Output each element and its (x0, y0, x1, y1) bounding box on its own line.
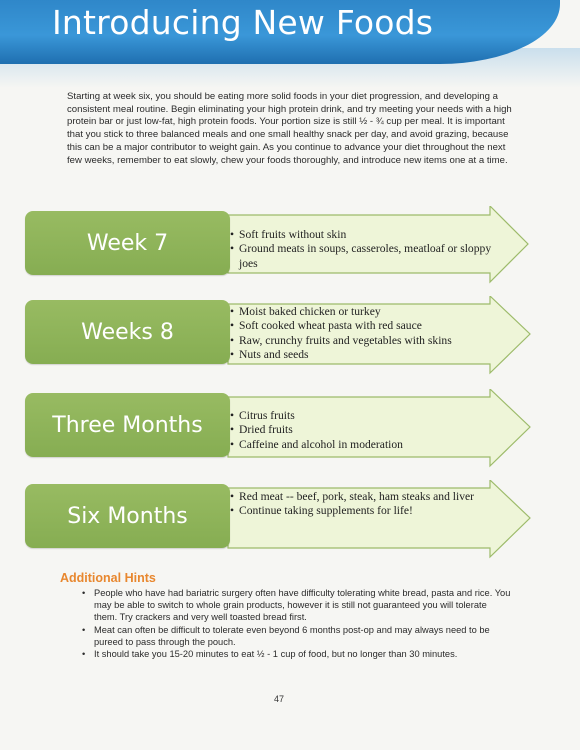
list-item: • People who have had bariatric surgery often have difficulty tolerating white bread, pasta and rice. You may be able to switch to whole grain products, however it is still not guaranteed you will tolerate them. Try crackers and very well toasted bread first. (92, 587, 512, 624)
hints-list (92, 587, 512, 660)
stage-items-list (229, 490, 491, 519)
stage-label-pill: Week 7 (25, 211, 230, 275)
list-item: • It should take you 15-20 minutes to eat ½ - 1 cup of food, but no longer than 30 minutes. (92, 648, 512, 660)
list-item: • Caffeine and alcohol in moderation (229, 438, 504, 452)
intro-paragraph: Starting at week six, you should be eating more solid foods in your diet progression, and developing a consistent meal routine. Begin eliminating your high protein drink, and try meeting your needs with a high protein bar or just low-fat, high protein foods. Your portion size is still ½ - ¾ cup per meal. It is important that you stick to three balanced meals and one small healthy snack per day, and avoid grazing, because this can be a major contributor to weight gain. As you continue to advance your diet throughout the next few weeks, remember to eat slowly, chew your foods thoroughly, and introduce new items one at a time. (67, 91, 512, 166)
page-number: 47 (274, 694, 285, 704)
list-item: • Meat can often be difficult to tolerate even beyond 6 months post-op and may always need to be pureed to pass through the pouch. (92, 624, 512, 648)
list-item: • Nuts and seeds (229, 348, 504, 362)
list-item: • Soft cooked wheat pasta with red sauce (229, 319, 504, 333)
stage-items-list (229, 305, 504, 363)
stage-items-list (229, 409, 504, 452)
stage-label-pill: Weeks 8 (25, 300, 230, 364)
list-item: • Citrus fruits (229, 409, 504, 423)
list-item: • Dried fruits (229, 423, 504, 437)
page-title: Introducing New Foods (52, 3, 434, 42)
stage-label-pill: Six Months (25, 484, 230, 548)
hints-heading: Additional Hints (60, 571, 156, 585)
stage-label-pill: Three Months (25, 393, 230, 457)
list-item: • Moist baked chicken or turkey (229, 305, 504, 319)
list-item: • Raw, crunchy fruits and vegetables with skins (229, 334, 504, 348)
list-item: • Continue taking supplements for life! (229, 504, 491, 518)
list-item: • Red meat -- beef, pork, steak, ham steaks and liver (229, 490, 491, 504)
list-item: • Ground meats in soups, casseroles, meatloaf or sloppy joes (229, 242, 504, 271)
stage-items-list (229, 228, 504, 271)
list-item: • Soft fruits without skin (229, 228, 504, 242)
